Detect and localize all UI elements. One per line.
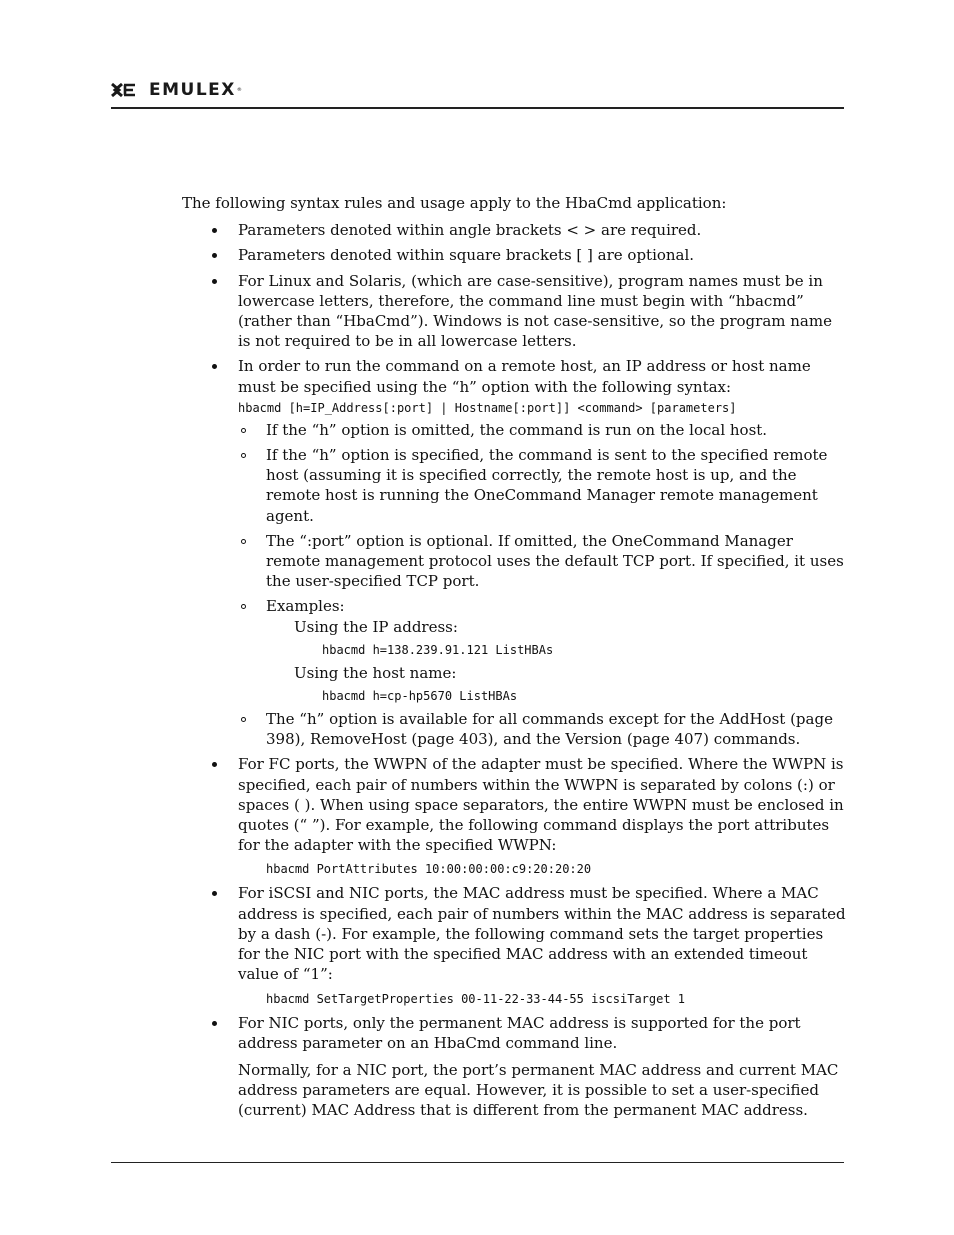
- list-item: [182, 1013, 846, 1121]
- list-item: [182, 245, 846, 265]
- sublist-item: [238, 445, 846, 526]
- list-item: [182, 754, 846, 877]
- intro-paragraph: The following syntax rules and usage apply to the HbaCmd application:: [182, 194, 727, 212]
- bullet-text: For Linux and Solaris, (which are case-sensitive), program names must be in lowercase letters, therefore, the command line must begin with “hbacmd” (rather than “HbaCmd”). Windows is not case-sensitive, so the program name is not required to be in all lowercase letters.: [238, 271, 832, 351]
- sublist-item: [238, 420, 846, 440]
- sub-text: The “h” option is available for all commands except for the AddHost (page 398), RemoveHost (page 403), and the Version (page 407) commands.: [266, 710, 833, 749]
- syntax-code: hbacmd [h=IP_Address[:port] | Hostname[:port]] <command> [parameters]: [238, 400, 737, 415]
- command-example: hbacmd SetTargetProperties 00-11-22-33-44-55 iscsiTarget 1: [266, 991, 686, 1006]
- sub-text: The “:port” option is optional. If omitted, the OneCommand Manager remote management protocol uses the default TCP port. If specified, it uses the user-specified TCP port.: [266, 531, 844, 591]
- emulex-logo-icon: [111, 82, 143, 98]
- example-code: hbacmd h=cp-hp5670 ListHBAs: [322, 689, 518, 704]
- logo-trademark: ®: [236, 87, 242, 93]
- list-item: [182, 220, 846, 240]
- page-header: [111, 80, 242, 100]
- list-item: [182, 271, 846, 352]
- document-body: [182, 193, 846, 1126]
- syntax-rules-list: [182, 220, 846, 1120]
- bullet-text: In order to run the command on a remote host, an IP address or host name must be specified using the “h” option with the following syntax:: [238, 357, 811, 396]
- sub-text: If the “h” option is omitted, the command is run on the local host.: [266, 420, 768, 439]
- remote-host-sublist: [238, 420, 846, 750]
- example-label: Using the host name:: [294, 663, 457, 682]
- logo-text: EMULEX: [149, 80, 236, 100]
- bullet-text: For iSCSI and NIC ports, the MAC address must be specified. Where a MAC address is specified, each pair of numbers within the MAC address is separated by a dash (-). For example, the following command sets the target properties for the NIC port with the specified MAC address with an extended timeout value of “1”:: [238, 884, 846, 984]
- sub-text: Examples:: [266, 597, 345, 616]
- list-item: [182, 883, 846, 1006]
- sublist-item: [238, 596, 846, 704]
- sublist-item: [238, 531, 846, 592]
- sub-text: If the “h” option is specified, the command is sent to the specified remote host (assuming it is specified correctly, the remote host is up, and the remote host is running the OneCommand Manager remote management agent.: [266, 446, 828, 525]
- list-item: [182, 356, 846, 749]
- footer-rule: [111, 1162, 844, 1163]
- bullet-text: Parameters denoted within square brackets [ ] are optional.: [238, 246, 695, 265]
- command-example: hbacmd PortAttributes 10:00:00:00:c9:20:20:20: [266, 862, 592, 877]
- bullet-text: Parameters denoted within angle brackets < > are required.: [238, 221, 702, 240]
- sublist-item: [238, 709, 846, 749]
- example-code: hbacmd h=138.239.91.121 ListHBAs: [322, 642, 554, 657]
- example-label: Using the IP address:: [294, 617, 458, 636]
- header-rule: [111, 107, 844, 109]
- continuation-paragraph: Normally, for a NIC port, the port’s permanent MAC address and current MAC address parameters are equal. However, it is possible to set a user-specified (current) MAC Address that is different from the permanent MAC address.: [238, 1060, 839, 1120]
- bullet-text: For NIC ports, only the permanent MAC address is supported for the port address parameter on an HbaCmd command line.: [238, 1013, 801, 1052]
- bullet-text: For FC ports, the WWPN of the adapter must be specified. Where the WWPN is specified, each pair of numbers within the WWPN is separated by colons (:) or spaces ( ). When using space separators, the entire WWPN must be enclosed in quotes (“ ”). For example, the following command displays the port attributes for the adapter with the specified WWPN:: [238, 755, 844, 855]
